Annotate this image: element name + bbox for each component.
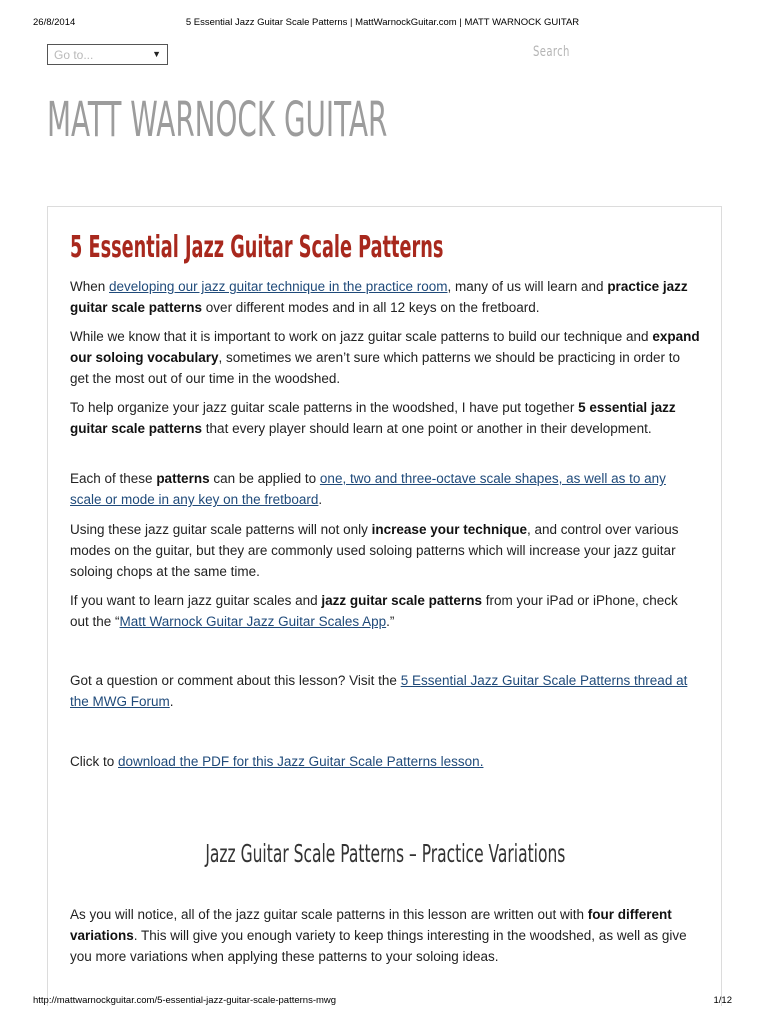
text: , sometimes we aren’t sure which patterns we should be practicing in order to get the most out of our time in the woodshed. (70, 350, 681, 386)
paragraph-organize (70, 397, 700, 439)
paragraph-patterns (70, 468, 700, 510)
bold-text: 5 essential jazz guitar scale patterns (70, 400, 676, 436)
bold-text: four different variations (70, 907, 672, 943)
paragraph-forum (70, 670, 700, 712)
paragraph-pdf (70, 751, 700, 772)
technique-link[interactable]: developing our jazz guitar technique in the practice room (109, 279, 448, 294)
post-title: 5 Essential Jazz Guitar Scale Patterns (70, 230, 444, 265)
text: Using these jazz guitar scale patterns will not only (70, 522, 372, 537)
forum-thread-link[interactable]: 5 Essential Jazz Guitar Scale Patterns thread at the MWG Forum (70, 673, 688, 709)
bold-text: practice jazz guitar scale patterns (70, 279, 688, 315)
text: from your iPad or iPhone, check out the “ (70, 593, 678, 629)
print-url: http://mattwarnockguitar.com/5-essential-jazz-guitar-scale-patterns-mwg (33, 995, 337, 1006)
text: . (318, 492, 323, 507)
section-heading-text: Jazz Guitar Scale Patterns – Practice Variations (205, 839, 566, 868)
text: , and control over various modes on the guitar, but they are commonly used soloing patterns which will increase your jazz guitar soloing chops at the same time. (70, 522, 679, 579)
text: Got a question or comment about this lesson? Visit the (70, 673, 401, 688)
text: Click to (70, 754, 119, 769)
download-pdf-link[interactable]: download the PDF for this Jazz Guitar Scale Patterns lesson. (118, 754, 484, 769)
chevron-down-icon: ▼ (152, 49, 161, 59)
site-title[interactable]: MATT WARNOCK GUITAR (47, 92, 388, 148)
scales-app-link[interactable]: Matt Warnock Guitar Jazz Guitar Scales App (119, 614, 387, 629)
paragraph-variations (70, 904, 700, 967)
print-footer (33, 995, 732, 1009)
text: over different modes and in all 12 keys on the fretboard. (202, 300, 540, 315)
text: If you want to learn jazz guitar scales and (70, 593, 322, 608)
print-date: 26/8/2014 (33, 17, 76, 28)
bold-text: increase your technique (371, 522, 527, 537)
bold-text: patterns (156, 471, 210, 486)
text: can be applied to (209, 471, 320, 486)
section-heading (48, 839, 723, 871)
text: While we know that it is important to work on jazz guitar scale patterns to build our technique and (70, 329, 653, 344)
goto-select[interactable] (47, 44, 168, 65)
text: . This will give you enough variety to keep things interesting in the woodshed, as well as give you more variations when applying these patterns to your soloing ideas. (70, 928, 687, 964)
search-link[interactable]: Search (533, 44, 570, 60)
print-page-title: 5 Essential Jazz Guitar Scale Patterns | MattWarnockGuitar.com | MATT WARNOCK GUITAR (185, 17, 580, 28)
goto-placeholder: Go to... (54, 48, 94, 62)
text: . (169, 694, 174, 709)
paragraph-vocabulary (70, 326, 700, 389)
text: , many of us will learn and (447, 279, 608, 294)
text: When (70, 279, 110, 294)
text: Each of these (70, 471, 157, 486)
paragraph-technique (70, 519, 700, 582)
text: To help organize your jazz guitar scale patterns in the woodshed, I have put together (70, 400, 579, 415)
scale-shapes-link[interactable]: one, two and three-octave scale shapes, as well as to any scale or mode in any key on the fretboard (70, 471, 666, 507)
text: .” (386, 614, 395, 629)
text: As you will notice, all of the jazz guitar scale patterns in this lesson are written out with (70, 907, 588, 922)
page-number: 1/12 (713, 995, 732, 1006)
post-card (47, 206, 722, 1006)
text: that every player should learn at one point or another in their development. (202, 421, 652, 436)
bold-text: expand our soloing vocabulary (70, 329, 700, 365)
bold-text: jazz guitar scale patterns (321, 593, 482, 608)
print-header (33, 17, 732, 31)
paragraph-app (70, 590, 700, 632)
paragraph-intro (70, 276, 700, 318)
